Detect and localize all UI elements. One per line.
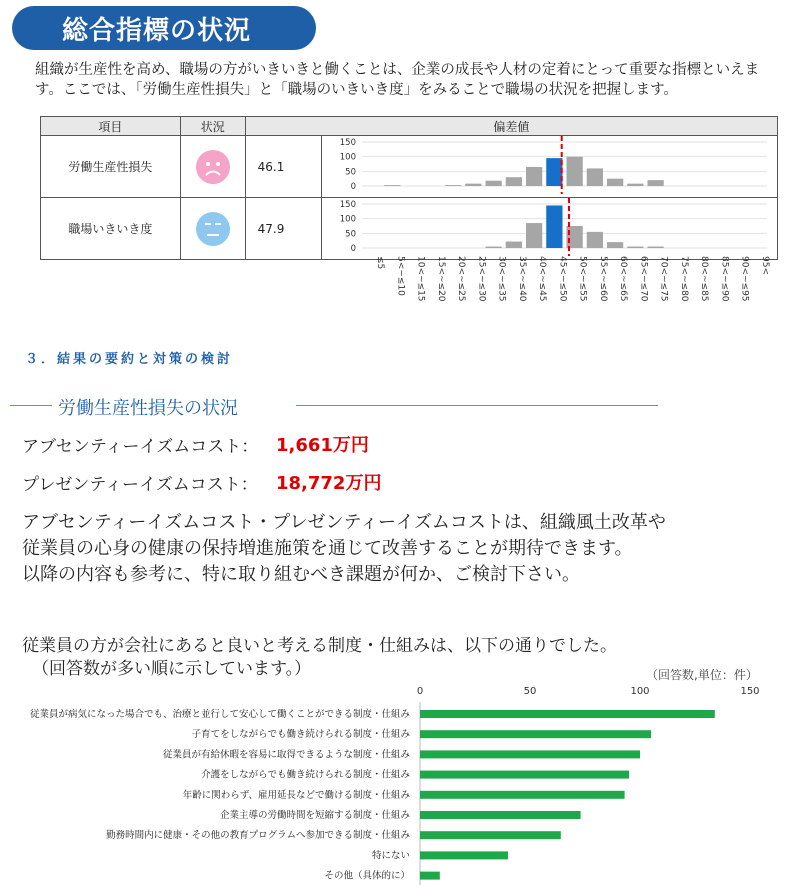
cost-explanation	[22, 510, 782, 588]
histogram-chart-ikiiki	[322, 198, 777, 256]
histogram-bar	[607, 179, 623, 186]
section-title: ３．結果の要約と対策の検討	[25, 352, 234, 367]
bin-label: 60<~≤65	[618, 256, 629, 302]
bin-label: 5<~≤10	[395, 256, 406, 296]
histogram-bar	[648, 180, 664, 186]
category-label: その他（具体的に）	[324, 870, 410, 882]
histogram-bar	[627, 247, 643, 248]
histogram-cell	[322, 198, 778, 260]
y-tick-label: 100	[339, 152, 356, 163]
histogram-bar	[486, 181, 502, 186]
histogram-bar	[648, 247, 664, 248]
histogram-bar	[627, 184, 643, 186]
bin-label: 80<~≤85	[699, 256, 710, 302]
histogram-bar	[587, 168, 603, 186]
row-label: 労働生産性損失	[41, 136, 181, 198]
category-label: 特にない	[371, 850, 410, 862]
survey-bar	[420, 791, 625, 799]
survey-line-1: 従業員の方が会社にあると良いと考える制度・仕組みは、以下の通りでした。	[22, 636, 617, 656]
y-tick-label: 0	[350, 244, 356, 254]
bin-label: 25<~≤30	[476, 256, 487, 302]
bin-label: 45<~≤50	[557, 256, 568, 302]
y-tick-label: 0	[350, 182, 356, 192]
presenteeism-value: 18,772万円	[276, 473, 382, 494]
survey-bar	[420, 831, 561, 839]
bin-label: 50<~≤55	[577, 256, 588, 302]
bin-label: 65<~≤70	[638, 256, 649, 302]
histogram-bar	[526, 223, 542, 248]
histogram-bar	[546, 158, 562, 186]
intro-text: 組織が生産性を高め、職場の方がいきいきと働くことは、企業の成長や人材の定着にとって重要な指標といえます。ここでは、「労働生産性損失」と「職場のいきいき度」をみることで職場の状況を把握します。	[35, 62, 760, 98]
bin-label: 35<~≤40	[516, 256, 527, 302]
body-line: アブセンティーイズムコスト・プレゼンティーイズムコストは、組織風土改革や	[22, 512, 666, 533]
absenteeism-value: 1,661万円	[276, 435, 369, 456]
survey-bar	[420, 710, 715, 718]
x-tick-label: 100	[630, 686, 650, 697]
col-header-item: 項目	[41, 117, 181, 136]
histogram-bar	[506, 242, 522, 248]
category-label: 子育てをしながらでも働き続けられる制度・仕組み	[191, 729, 410, 741]
y-tick-label: 150	[339, 200, 356, 210]
neutral-face-icon	[196, 212, 230, 246]
survey-bar	[420, 872, 440, 880]
bin-label: 95<	[759, 256, 770, 275]
x-tick-label: 150	[740, 686, 760, 697]
x-tick-label: 0	[416, 686, 424, 697]
bin-label: 85<~≤90	[719, 256, 730, 302]
page-title: 総合指標の状況	[62, 16, 252, 46]
histogram-bar	[607, 242, 623, 248]
histogram-chart-productivity	[322, 136, 777, 194]
table-row	[41, 198, 778, 260]
divider-right	[296, 405, 658, 406]
table-row	[41, 136, 778, 198]
bin-label: 90<~≤95	[739, 256, 750, 302]
deviation-value: 47.9	[245, 198, 321, 260]
row-label: 職場いきいき度	[41, 198, 181, 260]
category-label: 従業員が有給休暇を容易に取得できるような制度・仕組み	[162, 749, 410, 761]
y-tick-label: 50	[345, 229, 356, 240]
survey-line-2: （回答数が多い順に示しています。）	[32, 659, 312, 679]
category-label: 介護をしながらでも働き続けられる制度・仕組み	[201, 769, 410, 781]
histogram-bar	[546, 205, 562, 248]
survey-bar	[420, 750, 640, 758]
histogram-bar	[486, 247, 502, 248]
histogram-bar	[526, 167, 542, 186]
body-line: 従業員の心身の健康の保持増進施策を通じて改善することが期待できます。	[22, 538, 633, 559]
y-tick-label: 100	[339, 214, 356, 225]
col-header-deviation: 偏差値	[245, 117, 777, 136]
histogram-bar	[465, 184, 481, 186]
histogram-bar	[445, 185, 461, 186]
survey-bar	[420, 811, 581, 819]
survey-bar	[420, 730, 651, 738]
presenteeism-label: プレゼンティーイズムコスト：	[22, 475, 258, 495]
bin-label: ≤5	[375, 256, 386, 270]
index-table	[40, 116, 778, 260]
survey-unit: （回答数,単位：件）	[646, 668, 758, 682]
category-label: 年齢に関わらず、雇用延長などで働ける制度・仕組み	[182, 789, 410, 801]
status-cell	[180, 198, 245, 260]
bin-label: 30<~≤35	[496, 256, 507, 302]
y-tick-label: 150	[339, 138, 356, 148]
category-label: 企業主導の労働時間を短縮する制度・仕組み	[219, 810, 410, 821]
bin-label: 15<~≤20	[435, 256, 446, 302]
histogram-bar	[506, 177, 522, 186]
histogram-bar	[587, 232, 603, 248]
survey-bar-chart	[0, 680, 800, 888]
col-header-status: 状況	[180, 117, 245, 136]
bin-label: 10<~≤15	[415, 256, 426, 302]
sad-face-icon	[196, 150, 230, 184]
bin-axis-labels	[325, 254, 785, 326]
histogram-bar	[567, 157, 583, 186]
histogram-bar	[567, 226, 583, 248]
bin-label: 70<~≤75	[658, 256, 669, 302]
category-label: 勤務時間内に健康・その他の教育プログラムへ参加できる制度・仕組み	[106, 830, 410, 842]
histogram-bar	[384, 185, 400, 186]
body-line: 以降の内容も参考に、特に取り組むべき課題が何か、ご検討下さい。	[22, 564, 580, 585]
survey-bar	[420, 851, 508, 859]
survey-bar	[420, 771, 629, 779]
category-label: 従業員が病気になった場合でも、治療と並行して安心して働くことができる制度・仕組み	[29, 709, 410, 720]
histogram-cell	[322, 136, 778, 198]
x-tick-label: 50	[523, 686, 537, 697]
bin-label: 20<~≤25	[456, 256, 467, 302]
subsection-title: 労働生産性損失の状況	[58, 398, 238, 419]
deviation-value: 46.1	[245, 136, 321, 198]
bin-label: 55<~≤60	[597, 256, 608, 302]
bin-label: 40<~≤45	[537, 256, 548, 302]
bin-label: 75<~≤80	[678, 256, 689, 302]
absenteeism-label: アブセンティーイズムコスト：	[22, 437, 259, 457]
y-tick-label: 50	[345, 167, 356, 178]
divider-left	[10, 405, 52, 406]
status-cell	[180, 136, 245, 198]
